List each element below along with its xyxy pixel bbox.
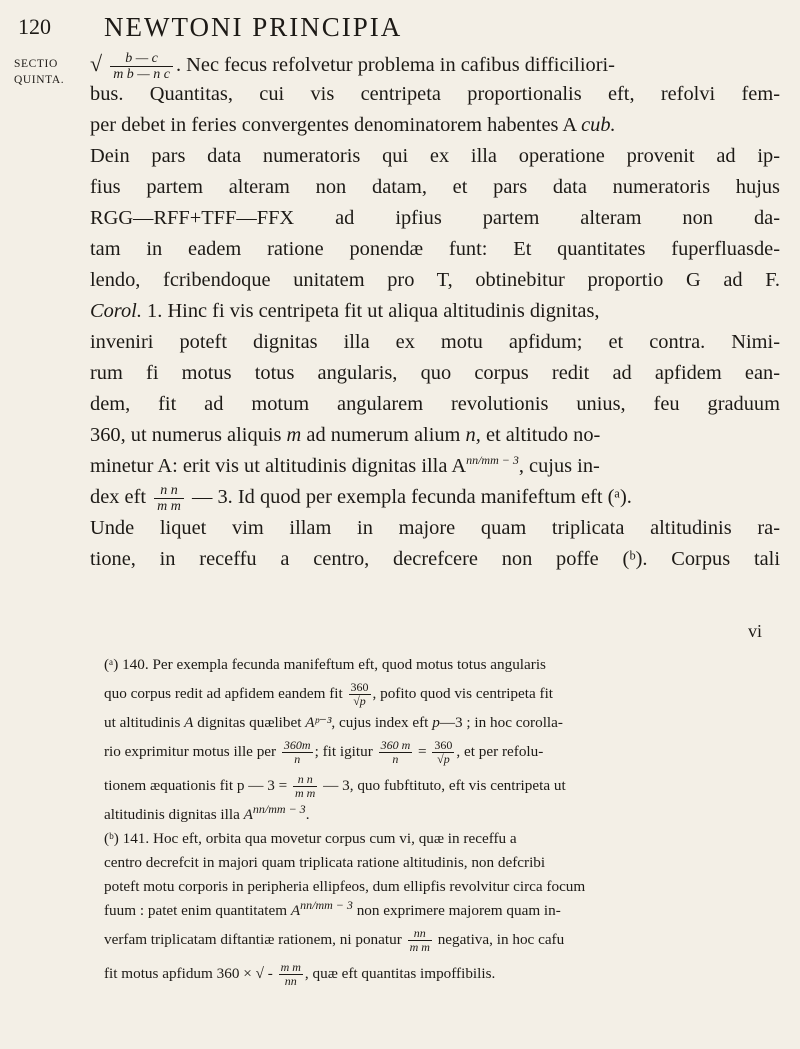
text-line: dem, fit ad motum angularem revolutionis unius, feu graduum: [90, 393, 780, 415]
text-span: ut altitudinis: [104, 714, 181, 731]
text-span: , cujus index eft: [331, 714, 429, 731]
footnote-line: (ᵇ) 141. Hoc eft, orbita qua movetur corpus cum vi, quæ in receffu a: [104, 830, 517, 847]
text-span: , et per refolu-: [456, 743, 544, 760]
text-line: [90, 48, 780, 82]
text-span: . Nec fecus refolvetur problema in cafibus difficiliori-: [175, 54, 615, 76]
text-span: — 3. Id quod per exempla fecunda manifeftum eft (ᵃ).: [192, 486, 632, 508]
footnote-line: (ᵃ) 140. Per exempla fecunda manifeftum eft, quod motus totus angularis: [104, 656, 546, 673]
fraction: [408, 927, 432, 954]
text-span: ad numerum alium: [306, 424, 461, 446]
fraction: [279, 961, 303, 988]
footnote-line: altitudinis dignitas illa $A^{nn/mm - 3}$.: [104, 802, 310, 823]
text-line: Dein pars data numeratoris qui ex illa operatione provenit ad ip-: [90, 145, 780, 167]
italic-span: Corol.: [90, 300, 142, 322]
fraction-numerator: 360m: [283, 738, 311, 753]
text-line: [90, 296, 780, 327]
text-line: RGG—RFF+TFF—FFX ad ipfius partem alteram non da-: [90, 207, 780, 229]
text-span: fuum : patet enim quantitatem: [104, 902, 288, 919]
text-span: rio exprimitur motus ille per: [104, 743, 277, 760]
footnote-line: [104, 677, 784, 711]
fraction-denominator: m m: [409, 940, 430, 955]
footnote-line: [104, 735, 784, 769]
text-line: lendo, fcribendoque unitatem pro T, obtinebitur proportio G ad F.: [90, 269, 780, 291]
italic-span: p: [432, 714, 440, 731]
fraction-denominator: nn: [284, 974, 297, 989]
fraction-numerator: b — c: [110, 51, 173, 67]
running-head: NEWTONI PRINCIPIA: [104, 12, 403, 42]
text-span: 1. Hinc fi vis centripeta fit ut aliqua altitudinis dignitas,: [147, 300, 600, 322]
fraction: [349, 681, 371, 708]
fraction: [110, 51, 173, 82]
text-span: altitudinis dignitas illa: [104, 806, 240, 823]
catchword: vi: [747, 621, 762, 641]
text-span: — 3, quo fubftituto, eft vis centripeta ut: [323, 777, 566, 794]
text-span: verfam triplicatam diftantiæ rationem, ni ponatur: [104, 931, 402, 948]
text-line: [90, 482, 780, 513]
page-number: 120: [18, 14, 51, 39]
fraction-denominator: n: [294, 752, 301, 767]
italic-span: cub.: [581, 114, 616, 136]
footnote-line: [104, 899, 784, 923]
text-span: negativa, in hoc cafu: [437, 931, 565, 948]
italic-span: Aᵖ⁻³: [305, 714, 332, 731]
fraction-denominator: √p: [353, 694, 366, 709]
fraction-numerator: 360 m: [380, 738, 411, 753]
italic-span: A: [243, 806, 253, 823]
text-span: , pofito quod vis centripeta fit: [372, 685, 554, 702]
footnote-line: [104, 957, 784, 991]
text-span: dignitas quælibet: [197, 714, 302, 731]
exponent: nn/mm − 3: [300, 898, 353, 912]
text-span: fit motus apfidum 360 × √ -: [104, 965, 273, 982]
text-span: per debet in feries convergentes denominatorem habentes A: [90, 114, 576, 136]
text-line: [90, 110, 780, 141]
italic-span: A: [184, 714, 194, 731]
text-span: —3 ; in hoc corolla-: [439, 714, 563, 731]
text-span: , cujus in-: [518, 455, 600, 477]
fraction-numerator: m m: [280, 960, 301, 975]
text-line: tione, in receffu a centro, decrefcere non poffe (ᵇ). Corpus tali: [90, 548, 780, 570]
text-line: tam in eadem ratione ponendæ funt: Et quantitates fuperfluasde-: [90, 238, 780, 260]
fraction-denominator: √p: [437, 752, 450, 767]
fraction-denominator: m m: [295, 786, 316, 801]
text-span: ; fit igitur: [314, 743, 373, 760]
main-text: [90, 48, 780, 575]
italic-span: A: [290, 902, 301, 919]
text-span: , quæ eft quantitas impoffibilis.: [304, 965, 496, 982]
exponent: nn/mm − 3: [466, 453, 519, 467]
fraction: [282, 739, 313, 766]
footnote-line: poteft motu corporis in peripheria ellipfeos, dum ellipfis revolvitur circa focum: [104, 878, 586, 895]
italic-span: n,: [465, 424, 481, 446]
fraction-denominator: m m: [157, 498, 181, 514]
footnote-line: centro decrefcit in majori quam triplicata ratione altitudinis, non defcribi: [104, 854, 546, 871]
footnote-line: [104, 769, 784, 803]
text-line: bus. Quantitas, cui vis centripeta proportionalis eft, refolvi fem-: [90, 83, 780, 105]
footnote-line: [104, 923, 784, 957]
text-span: dex eft: [90, 486, 147, 508]
fraction-numerator: 360: [434, 738, 453, 753]
footnotes: [104, 653, 784, 991]
fraction-numerator: 360: [350, 680, 369, 695]
text-span: et altitudo no-: [485, 424, 601, 446]
margin-note-line: QUINTA.: [14, 74, 65, 86]
fraction: [432, 739, 454, 766]
sqrt-sign: √: [90, 51, 103, 76]
text-span: tionem æquationis fit p — 3 =: [104, 777, 288, 794]
text-span: non exprimere majorem quam in-: [356, 902, 561, 919]
italic-span: m: [286, 424, 302, 446]
fraction-numerator: n n: [293, 773, 317, 787]
fraction-numerator: n n: [154, 483, 184, 499]
fraction: [293, 773, 317, 800]
text-line: [90, 420, 780, 451]
text-line: inveniri poteft dignitas illa ex motu apfidum; et contra. Nimi-: [90, 331, 780, 353]
fraction-denominator: n: [392, 752, 399, 767]
footnote-line: [104, 711, 784, 735]
fraction-denominator: m b — n c: [113, 66, 170, 82]
fraction: [379, 739, 413, 766]
text-line: fius partem alteram non datam, et pars data numeratoris hujus: [90, 176, 780, 198]
fraction: [154, 483, 184, 514]
text-line: Unde liquet vim illam in majore quam triplicata altitudinis ra-: [90, 517, 780, 539]
margin-note: [14, 56, 74, 88]
text-line: [90, 451, 780, 482]
exponent: nn/mm − 3: [252, 802, 306, 816]
text-span: =: [418, 743, 427, 760]
text-line: rum fi motus totus angularis, quo corpus redit ad apfidem ean-: [90, 362, 780, 384]
fraction-numerator: nn: [408, 927, 432, 941]
text-span: 360, ut numerus aliquis: [90, 424, 282, 446]
margin-note-line: SECTIO: [14, 58, 58, 70]
text-span: minetur A: erit vis ut altitudinis dignitas illa A: [90, 455, 467, 477]
text-span: quo corpus redit ad apfidem eandem fit: [104, 685, 343, 702]
